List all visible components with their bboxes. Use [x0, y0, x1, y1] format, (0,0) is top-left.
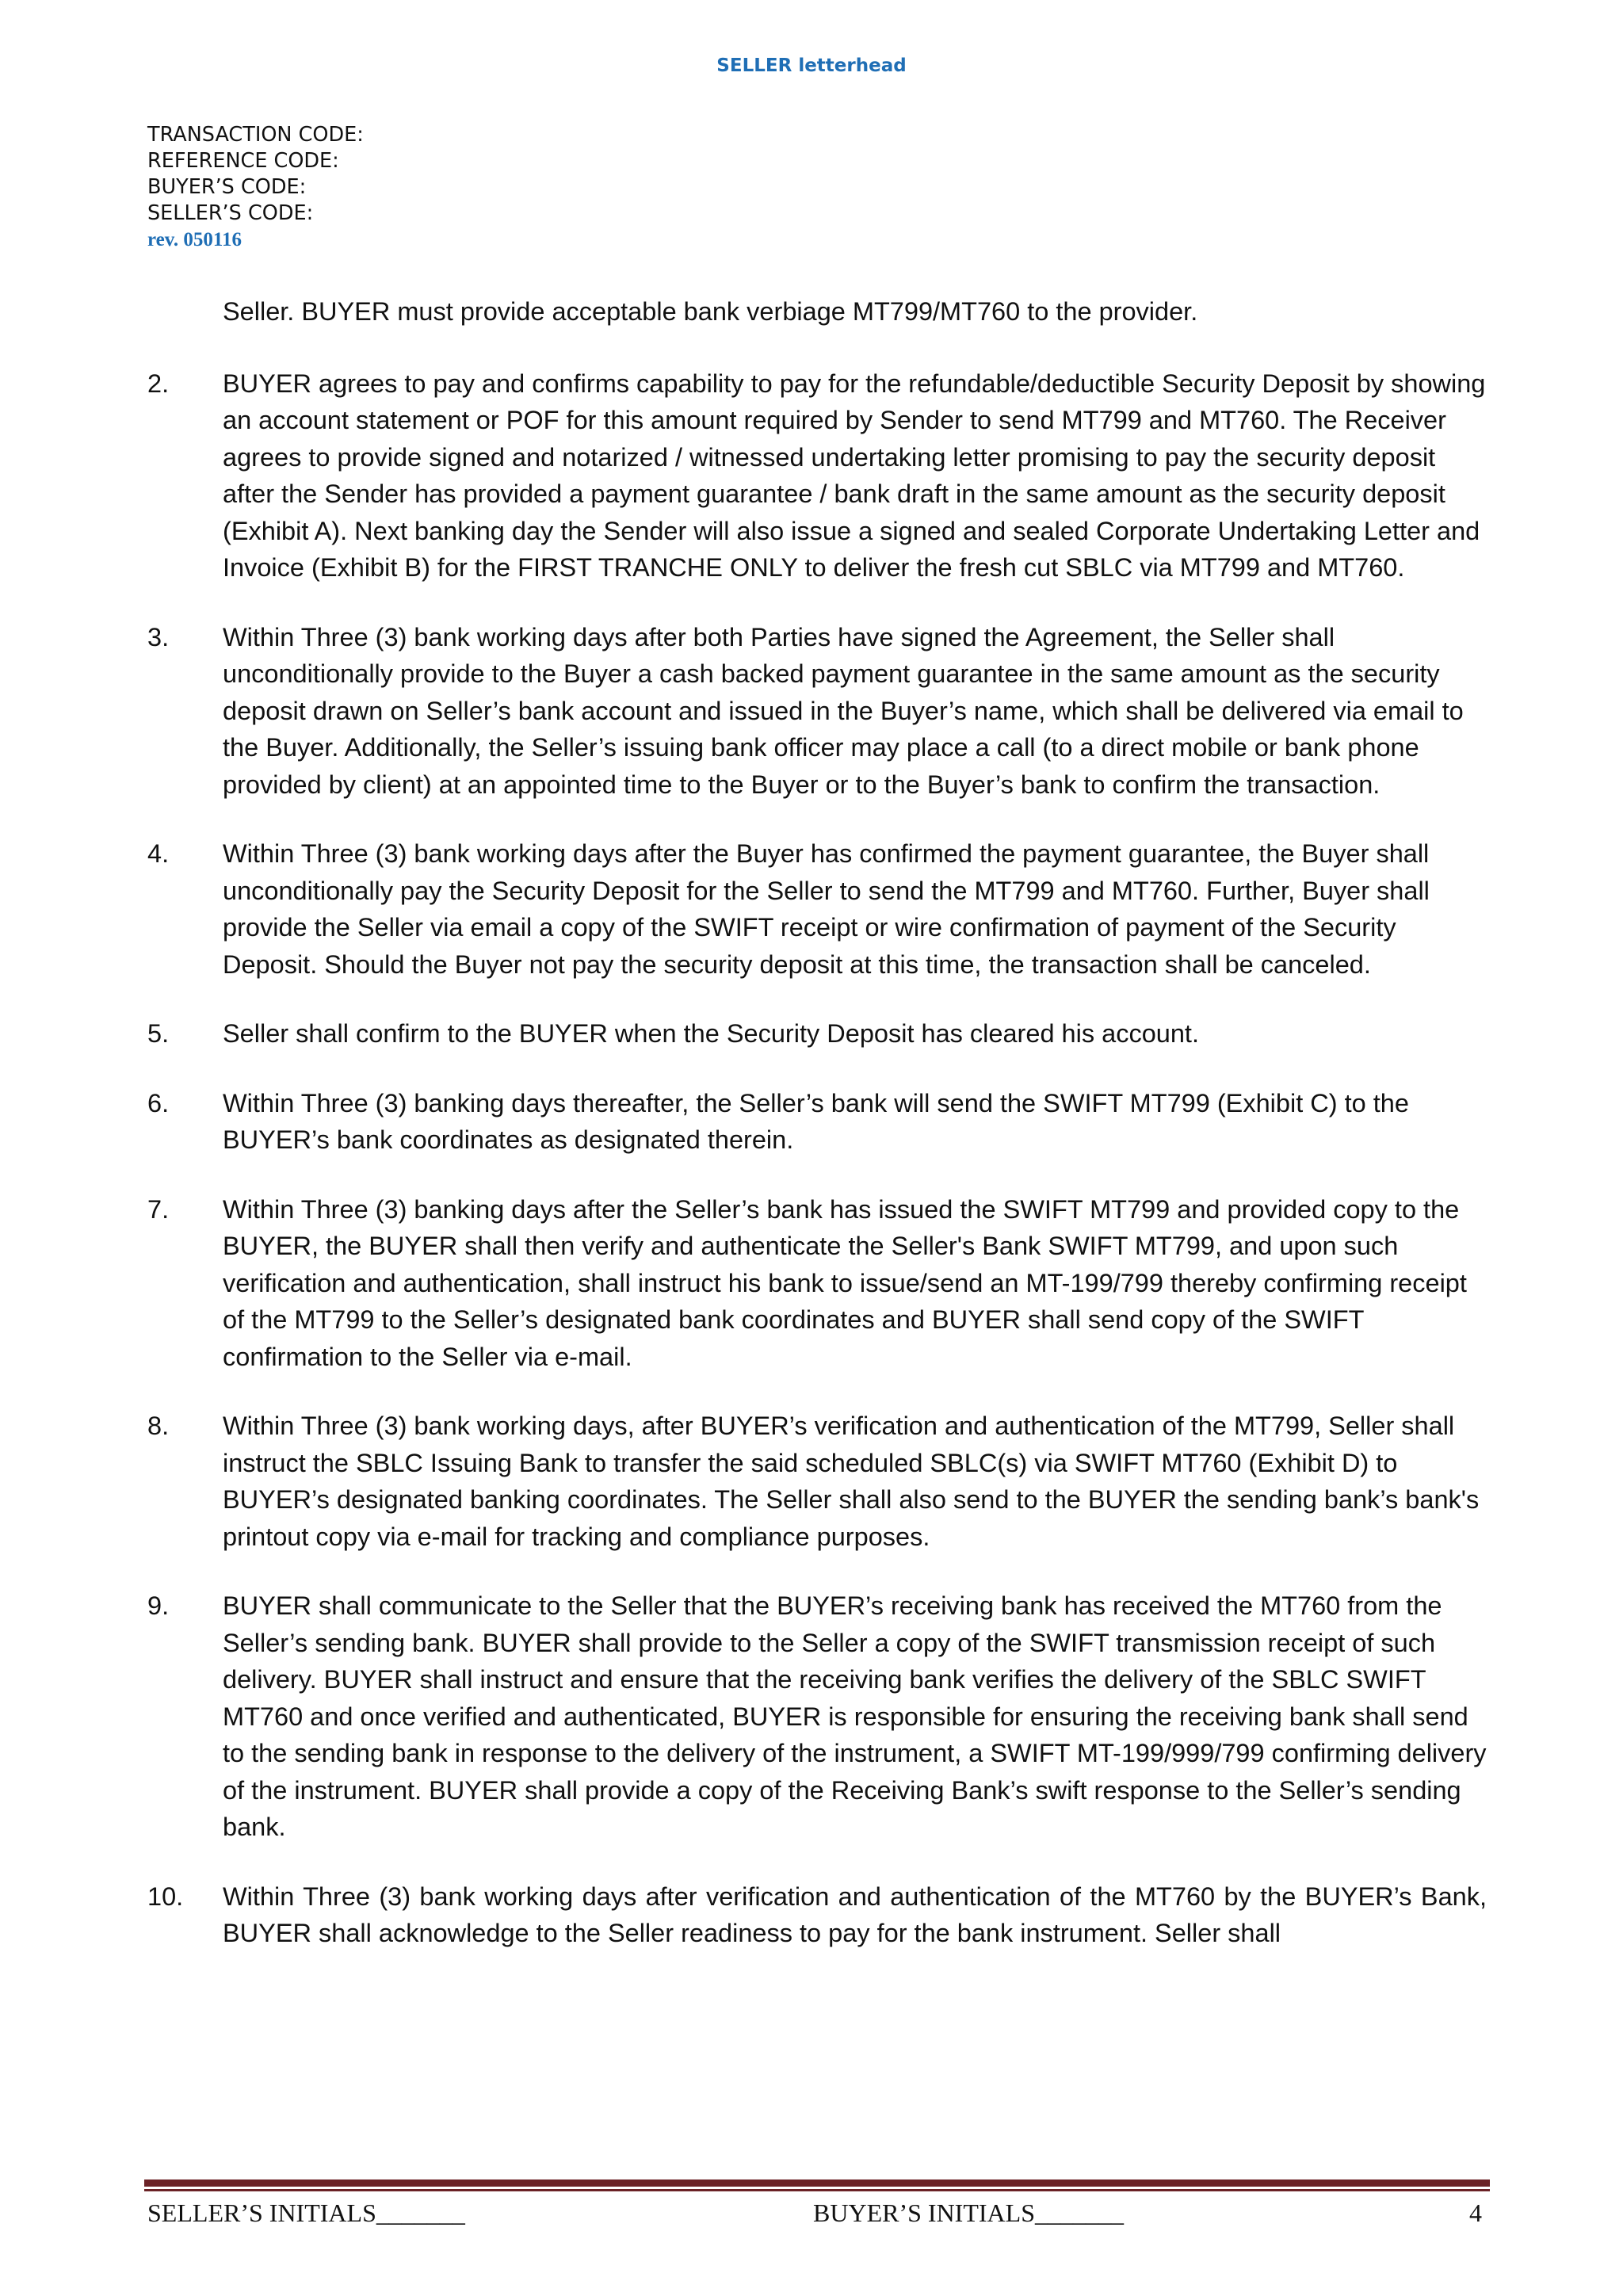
document-codes: [147, 122, 364, 253]
numbered-clause-5: [147, 1015, 1487, 1052]
numbered-clause-9: [147, 1587, 1487, 1846]
clause-text: Within Three (3) banking days after the Seller’s bank has issued the SWIFT MT799 and provided copy to the BUYER, the BUYER shall then verify and authenticate the Seller's Bank SWIFT MT799, and upon such verification and authentication, shall instruct his bank to issue/send an MT-199/799 thereby confirming receipt of the MT799 to the Seller’s designated bank coordinates and BUYER shall send copy of the SWIFT confirmation to the Seller via e-mail.: [223, 1194, 1467, 1371]
clause-text: Within Three (3) banking days thereafter, the Seller’s bank will send the SWIFT MT799 (Exhibit C) to the BUYER’s bank coordinates as designated therein.: [223, 1088, 1409, 1154]
clause-number: 7.: [147, 1194, 170, 1224]
numbered-clause-4: [147, 835, 1487, 983]
revision-label: rev. 050116: [147, 229, 242, 250]
clause-text: Within Three (3) bank working days after verification and authentication of the MT760 by the BUYER’s Bank, BUYER shall acknowledge to the Seller readiness to pay for the bank instrument. Seller shall: [223, 1881, 1487, 1947]
buyer-initials-field: BUYER’S INITIALS_______: [813, 2199, 1124, 2227]
clause-text: BUYER agrees to pay and confirms capability to pay for the refundable/deductible Security Deposit by showing an account statement or POF for this amount required by Sender to send MT799 and MT760. The Receiver agrees to provide signed and notarized / witnessed undertaking letter promising to pay the security deposit after the Sender has provided a payment guarantee / bank draft in the same amount as the security deposit (Exhibit A). Next banking day the Sender will also issue a signed and sealed Corporate Undertaking Letter and Invoice (Exhibit B) for the FIRST TRANCHE ONLY to deliver the fresh cut SBLC via MT799 and MT760.: [223, 369, 1486, 582]
reference-code-label: REFERENCE CODE:: [147, 149, 339, 173]
paragraph-text: Seller. BUYER must provide acceptable bank verbiage MT799/MT760 to the provider.: [223, 297, 1198, 326]
numbered-clause-10: [147, 1878, 1487, 1952]
clause-number: 5.: [147, 1019, 170, 1048]
numbered-clause-3: [147, 619, 1487, 804]
letterhead-title: SELLER letterhead: [716, 55, 907, 76]
numbered-clause-7: [147, 1191, 1487, 1376]
seller-initials-field: SELLER’S INITIALS_______: [147, 2199, 465, 2227]
numbered-clause-8: [147, 1408, 1487, 1555]
numbered-clause-2: [147, 365, 1487, 586]
page-number: 4: [1469, 2199, 1482, 2227]
clause-text: Within Three (3) bank working days, after BUYER’s verification and authentication of the MT799, Seller shall instruct the SBLC Issuing Bank to transfer the said scheduled SBLC(s) via SWIFT MT760 (Exhibit D) to BUYER’s designated banking coordinates. The Seller shall also send to the BUYER the sending bank’s bank's printout copy via e-mail for tracking and compliance purposes.: [223, 1412, 1480, 1551]
clause-number: 6.: [147, 1088, 170, 1117]
clause-number: 3.: [147, 622, 170, 651]
numbered-clause-6: [147, 1085, 1487, 1159]
page-footer: [147, 2195, 1487, 2230]
clause-number: 10.: [147, 1881, 184, 1911]
footer-divider-thin: [144, 2189, 1490, 2191]
clause-number: 4.: [147, 839, 170, 868]
footer-divider: [144, 2179, 1490, 2187]
clause-number: 2.: [147, 369, 170, 398]
clause-number: 9.: [147, 1591, 170, 1620]
buyer-code-label: BUYER’S CODE:: [147, 175, 307, 199]
clause-text: Within Three (3) bank working days after the Buyer has confirmed the payment guarantee, the Buyer shall unconditionally pay the Security Deposit for the Seller to send the MT799 and MT760. Further, Buyer shall provide the Seller via email a copy of the SWIFT receipt or wire confirmation of payment of the Security Deposit. Should the Buyer not pay the security deposit at this time, the transaction shall be canceled.: [223, 839, 1430, 979]
clause-text: BUYER shall communicate to the Seller that the BUYER’s receiving bank has received the MT760 from the Seller’s sending bank. BUYER shall provide to the Seller a copy of the SWIFT transmission receipt of such delivery. BUYER shall instruct and ensure that the receiving bank verifies the delivery of the SBLC SWIFT MT760 and once verified and authenticated, BUYER is responsible for ensuring the receiving bank shall send to the sending bank in response to the delivery of the instrument, a SWIFT MT-199/999/799 confirming delivery of the instrument. BUYER shall provide a copy of the Receiving Bank’s swift response to the Seller’s sending bank.: [223, 1591, 1487, 1841]
clause-text: Within Three (3) bank working days after both Parties have signed the Agreement, the Seller shall unconditionally provide to the Buyer a cash backed payment guarantee in the same amount as the security deposit drawn on Seller’s bank account and issued in the Buyer’s name, which shall be delivered via email to the Buyer. Additionally, the Seller’s issuing bank officer may place a call (to a direct mobile or bank phone provided by client) at an appointed time to the Buyer or to the Buyer’s bank to confirm the transaction.: [223, 622, 1464, 799]
seller-code-label: SELLER’S CODE:: [147, 201, 314, 225]
transaction-code-label: TRANSACTION CODE:: [147, 123, 364, 147]
clause-number: 8.: [147, 1412, 170, 1440]
continued-paragraph: [147, 293, 1487, 330]
document-body: [147, 293, 1487, 1985]
clause-text: Seller shall confirm to the BUYER when the Security Deposit has cleared his account.: [223, 1019, 1199, 1048]
